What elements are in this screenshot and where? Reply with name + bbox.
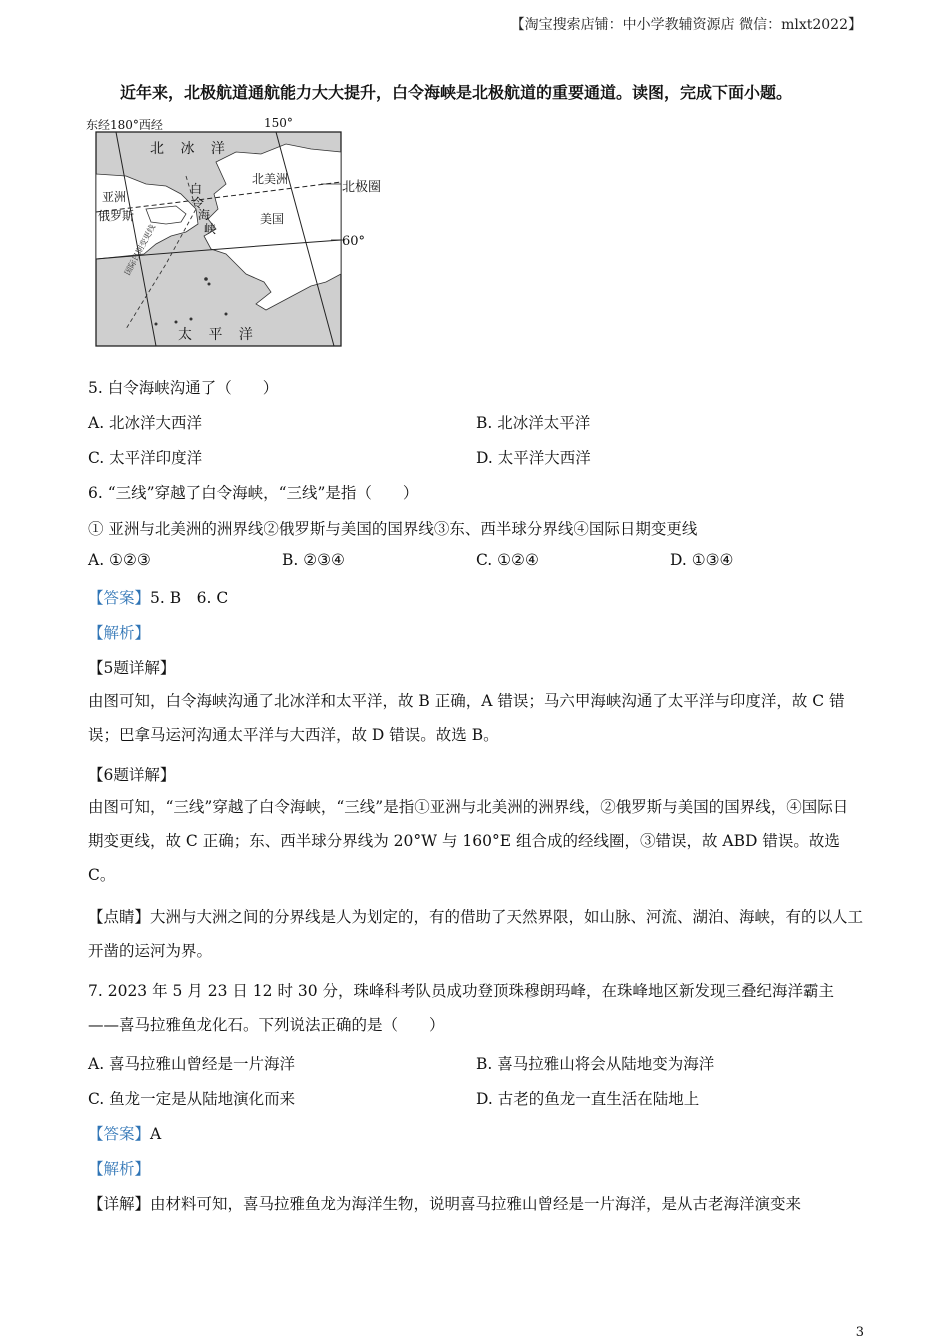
bering-strait-map (86, 114, 396, 354)
q7-option-d: D. 古老的鱼龙一直生活在陆地上 (476, 1090, 700, 1108)
detail5-title: 【5题详解】 (88, 659, 176, 677)
map-label-north-america: 北美洲 (252, 172, 289, 186)
answer-tag: 【答案】 (88, 589, 151, 607)
map-label-strait-1: 白 (190, 182, 203, 196)
answer-block-2 (88, 1122, 161, 1144)
detail5-text: 由图可知，白令海峡沟通了北冰洋和太平洋，故 B 正确，A 错误；马六甲海峡沟通了太平洋与印度洋，故 C 错误；巴拿马运河沟通太平洋与大西洋，故 D 错误。故选 B。 (88, 692, 845, 744)
q6-option-c: C. ①②④ (476, 551, 539, 569)
question-intro: 近年来，北极航道通航能力大大提升，白令海峡是北极航道的重要通道。读图，完成下面小题。 (120, 83, 793, 102)
q7-stem: 7. 2023 年 5 月 23 日 12 时 30 分，珠峰科考队员成功登顶珠穆朗玛峰，在珠峰地区新发现三叠纪海洋霸主——喜马拉雅鱼龙化石。下列说法正确的是（ ） (88, 982, 835, 1034)
map-label-strait-4: 峡 (204, 222, 217, 236)
map-label-150: 150° (264, 116, 293, 130)
detail7-text: 【详解】由材料可知，喜马拉雅鱼龙为海洋生物，说明喜马拉雅山曾经是一片海洋，是从古老海洋演变来 (88, 1195, 802, 1213)
q7-option-c: C. 鱼龙一定是从陆地演化而来 (88, 1090, 296, 1108)
q6-option-a: A. ①②③ (88, 551, 151, 569)
map-label-longitude: 东经180°西经 (86, 118, 163, 132)
map-label-60: 60° (342, 234, 366, 249)
answer-text: A (150, 1125, 162, 1143)
map-label-arctic-ocean: 北 冰 洋 (150, 141, 231, 157)
map-label-arctic-circle: 北极圈 (342, 180, 382, 195)
map-label-asia: 亚洲 (102, 190, 127, 204)
detail6-text: 由图可知，“三线”穿越了白令海峡，“三线”是指①亚洲与北美洲的洲界线，②俄罗斯与美国的国界线，④国际日期变更线，故 C 正确；东、西半球分界线为 20°W 与 160°E 组合成的经线圈，③错误，故 ABD 错误。故选 C。 (88, 798, 849, 884)
q6-option-d: D. ①③④ (670, 551, 734, 569)
map-label-strait-2: 令 (192, 196, 205, 210)
analysis-tag-2: 【解析】 (88, 1160, 151, 1178)
answer-tag: 【答案】 (88, 1125, 151, 1143)
q5-option-a: A. 北冰洋大西洋 (88, 414, 203, 432)
q5-stem: 5. 白令海峡沟通了（ ） (88, 379, 279, 397)
q5-option-d: D. 太平洋大西洋 (476, 449, 591, 467)
answer-block-1 (88, 586, 228, 608)
map-label-russia: 俄罗斯 (98, 209, 135, 223)
detail6-title: 【6题详解】 (88, 766, 176, 784)
tip-text: 【点睛】大洲与大洲之间的分界线是人为划定的，有的借助了天然界限，如山脉、河流、湖泊、海峡，有的以人工开凿的运河为界。 (88, 908, 864, 960)
answer-text: 5. B 6. C (150, 589, 229, 607)
map-label-usa: 美国 (260, 212, 285, 226)
q5-option-c: C. 太平洋印度洋 (88, 449, 203, 467)
q6-option-b: B. ②③④ (282, 551, 345, 569)
q6-items: ① 亚洲与北美洲的洲界线②俄罗斯与美国的国界线③东、西半球分界线④国际日期变更线 (88, 520, 698, 538)
analysis-tag-1: 【解析】 (88, 624, 151, 642)
q7-option-a: A. 喜马拉雅山曾经是一片海洋 (88, 1055, 296, 1073)
page-header: 【淘宝搜索店铺：中小学教辅资源店 微信：mlxt2022】 (510, 17, 862, 33)
q5-option-b: B. 北冰洋太平洋 (476, 414, 591, 432)
q7-option-b: B. 喜马拉雅山将会从陆地变为海洋 (476, 1055, 715, 1073)
map-label-pacific: 太 平 洋 (178, 327, 259, 343)
q6-stem: 6. “三线”穿越了白令海峡，“三线”是指（ ） (88, 484, 419, 502)
map-label-strait-3: 海 (198, 208, 211, 222)
page-number: 3 (855, 1325, 864, 1340)
map-label-date-line: 国际日期变更线 (122, 223, 158, 277)
